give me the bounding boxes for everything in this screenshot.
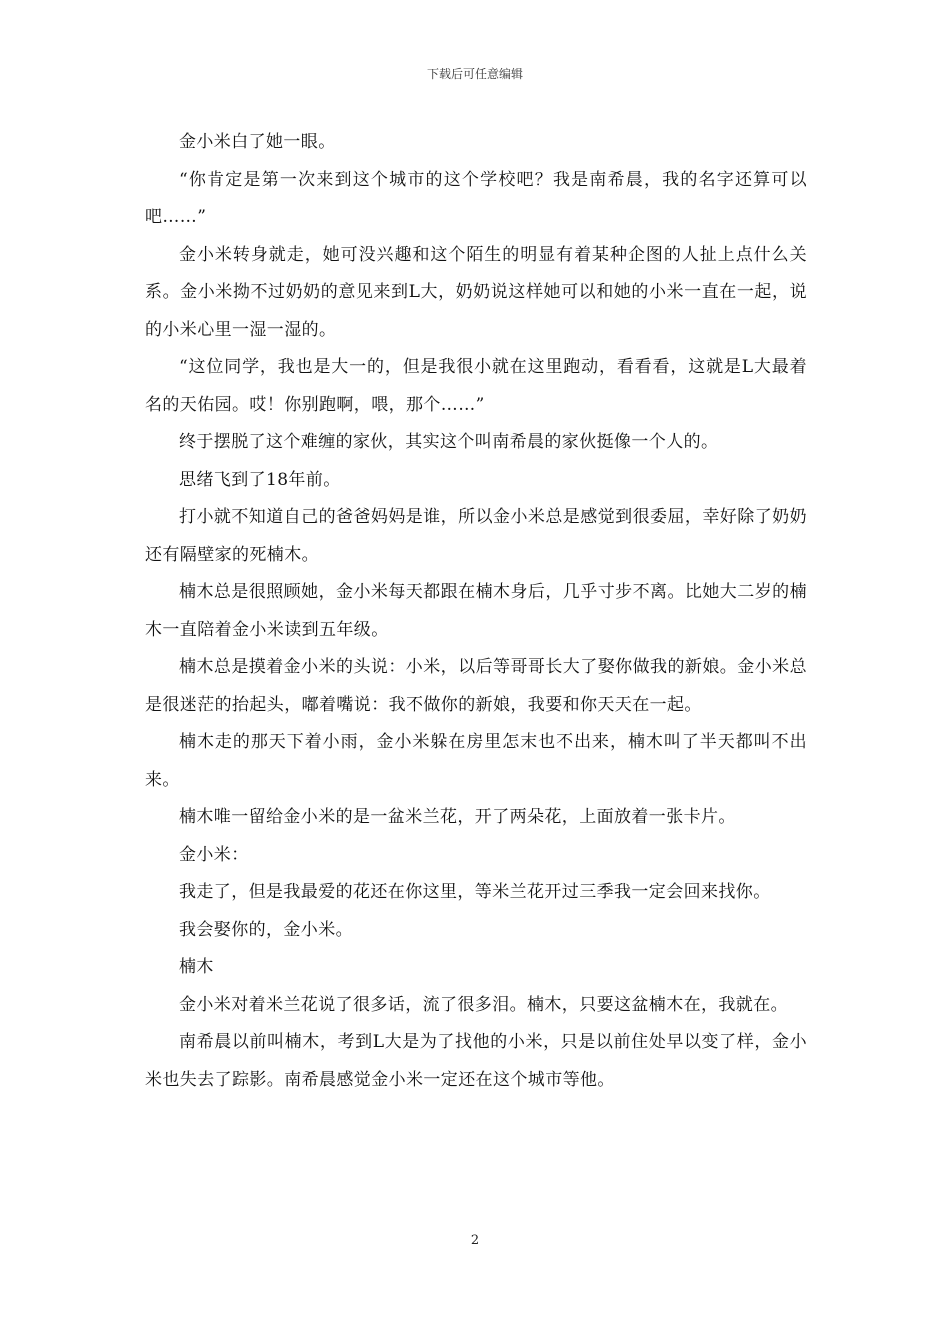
letter-signature: 楠木 — [179, 957, 214, 977]
letter-salutation: 金小米： — [179, 844, 249, 865]
paragraph-9: 楠木总是摸着金小米的头说：小米，以后等哥哥长大了娶你做我的新娘。金小米总是很迷茫的抬起头，嘟着嘴说：我不做你的新娘，我要和你天天在一起。 — [145, 657, 807, 715]
paragraph-11: 楠木唯一留给金小米的是一盆米兰花，开了两朵花，上面放着一张卡片。 — [179, 807, 736, 827]
paragraph-7: 打小就不知道自己的爸爸妈妈是谁，所以金小米总是感觉到很委屈，幸好除了奶奶还有隔壁家的死楠木。 — [145, 507, 807, 565]
paragraph-3: 金小米转身就走，她可没兴趣和这个陌生的明显有着某种企图的人扯上点什么关系。金小米拗不过奶奶的意见来到L大，奶奶说这样她可以和她的小米一直在一起，说的小米心里一湿一湿的。 — [145, 244, 807, 340]
paragraph-17: 南希晨以前叫楠木，考到L大是为了找他的小米，只是以前住处早以变了样，金小米也失去了踪影。南希晨感觉金小米一定还在这个城市等他。 — [145, 1032, 807, 1090]
page-number: 2 — [470, 1233, 480, 1248]
paragraph-2: “你肯定是第一次来到这个城市的这个学校吧？我是南希晨，我的名字还算可以吧……” — [145, 169, 807, 227]
paragraph-1: 金小米白了她一眼。 — [179, 132, 336, 152]
paragraph-8: 楠木总是很照顾她，金小米每天都跟在楠木身后，几乎寸步不离。比她大二岁的楠木一直陪着金小米读到五年级。 — [145, 582, 807, 640]
paragraph-16: 金小米对着米兰花说了很多话，流了很多泪。楠木，只要这盆楠木在，我就在。 — [179, 994, 788, 1015]
page-header: 下载后可任意编辑 — [426, 67, 523, 81]
document-body — [145, 124, 807, 1099]
letter-body: 我走了，但是我最爱的花还在你这里，等米兰花开过三季我一定会回来找你。 — [179, 882, 771, 902]
paragraph-4: “这位同学，我也是大一的，但是我很小就在这里跑动，看看看，这就是L大最着名的天佑园。哎！你别跑啊，喂，那个……” — [145, 357, 807, 415]
letter-closing: 我会娶你的，金小米。 — [179, 919, 353, 940]
paragraph-10: 楠木走的那天下着小雨，金小米躲在房里怎末也不出来，楠木叫了半天都叫不出来。 — [145, 732, 807, 790]
paragraph-6: 思绪飞到了18年前。 — [179, 469, 341, 490]
paragraph-5: 终于摆脱了这个难缠的家伙，其实这个叫南希晨的家伙挺像一个人的。 — [179, 432, 719, 452]
